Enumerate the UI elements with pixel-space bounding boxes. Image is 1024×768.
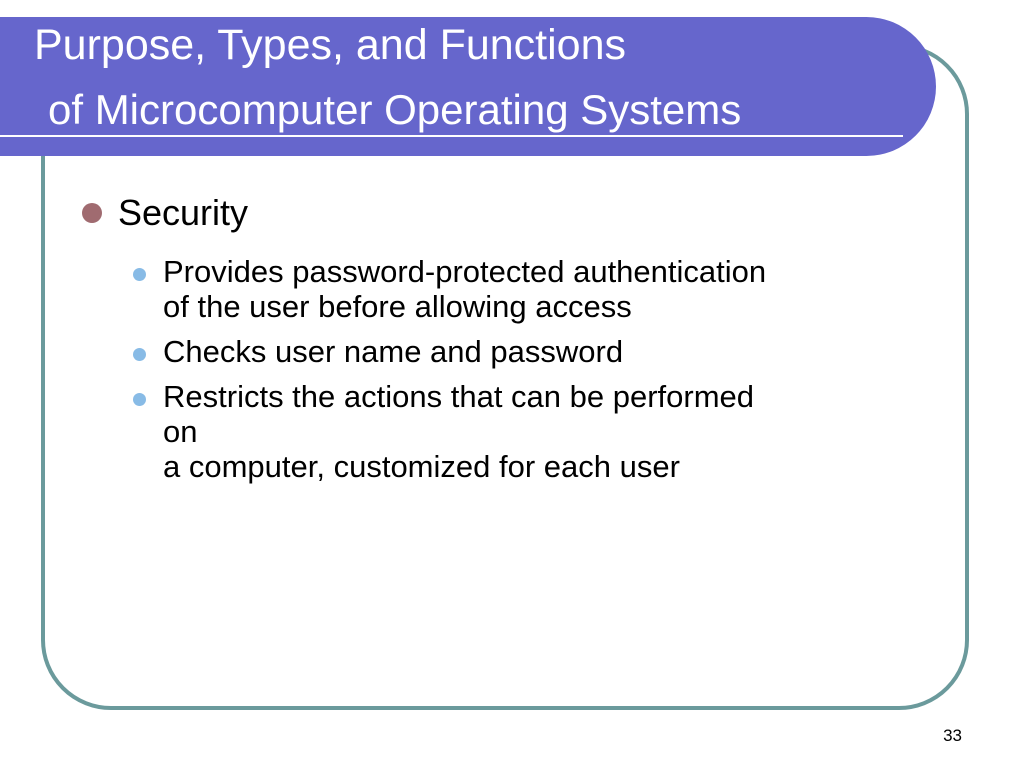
sub-bullet-list — [133, 254, 953, 494]
slide-title-line-2: of Microcomputer Operating Systems — [48, 86, 742, 133]
sub-bullet-item — [133, 334, 953, 369]
slide-title-line-1: Purpose, Types, and Functions — [34, 21, 627, 69]
bullet-security — [82, 190, 248, 236]
sub-bullet-line: Restricts the actions that can be performed — [163, 379, 755, 414]
sub-bullet-item — [133, 254, 953, 324]
page-number: 33 — [943, 726, 962, 745]
bullet-text: Security — [118, 192, 249, 233]
title-underline — [0, 135, 903, 137]
sub-bullet-line: of the user before allowing access — [163, 289, 632, 324]
sub-bullet-line: on — [163, 414, 198, 449]
bullet-dot-icon — [82, 203, 102, 223]
sub-bullet-line: a computer, customized for each user — [163, 449, 680, 484]
sub-bullet-dot-icon — [133, 348, 146, 361]
sub-bullet-line: Provides password-protected authentication — [163, 254, 767, 289]
sub-bullet-item — [133, 379, 953, 484]
sub-bullet-line: Checks user name and password — [163, 334, 624, 369]
sub-bullet-dot-icon — [133, 268, 146, 281]
sub-bullet-dot-icon — [133, 393, 146, 406]
